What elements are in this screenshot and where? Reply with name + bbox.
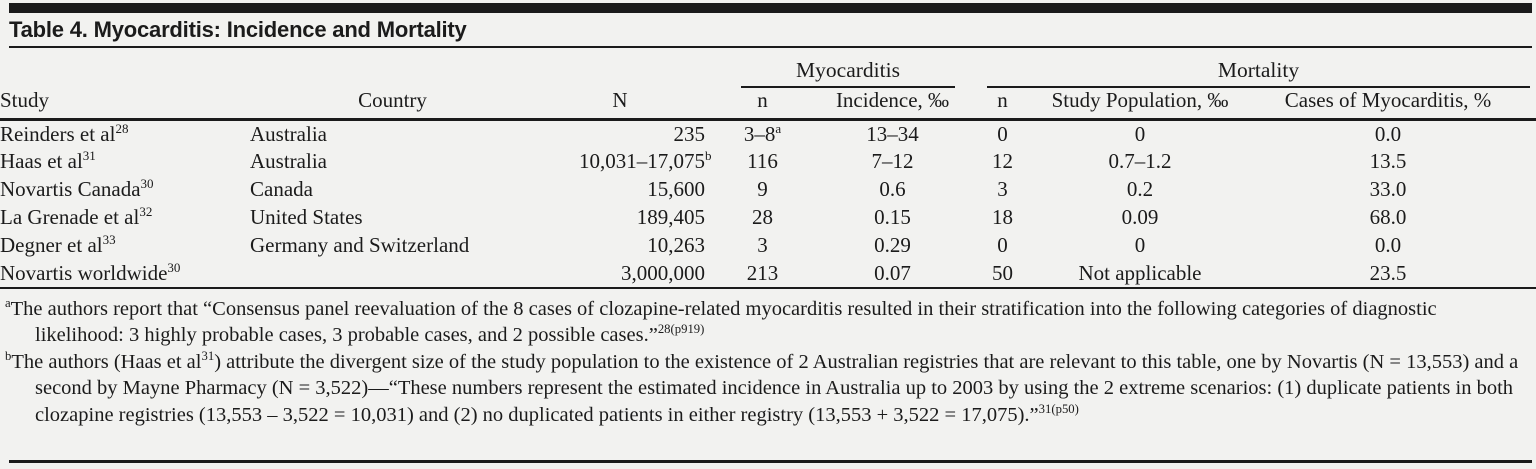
incidence-cell: 0.15 <box>874 205 911 229</box>
myocarditis-n-value: 28 <box>752 205 773 229</box>
country-cell <box>250 260 535 288</box>
col-header-cases-pct: Cases of Myocarditis, % <box>1240 88 1536 120</box>
myocarditis-n-cell <box>705 176 820 204</box>
study-name: Haas et al <box>0 149 83 173</box>
study-population-cell: 0.7–1.2 <box>1108 149 1172 173</box>
mortality-spanner <box>965 48 1536 88</box>
country-cell: Canada <box>250 177 313 201</box>
footnote-a-reference: 28(p919) <box>657 322 705 337</box>
myocarditis-spanner-label: Myocarditis <box>741 58 955 88</box>
study-name: Reinders et al <box>0 121 116 146</box>
mortality-n-cell: 18 <box>992 205 1013 229</box>
table-row <box>0 260 1536 288</box>
reference-superscript: 30 <box>167 259 181 275</box>
cases-pct-cell: 13.5 <box>1369 149 1407 173</box>
col-header-study: Study <box>0 88 250 120</box>
incidence-cell: 0.29 <box>874 233 911 257</box>
myocarditis-n-value: 116 <box>747 149 778 173</box>
myocarditis-n-cell <box>705 260 820 288</box>
study-population-cell: 0 <box>1134 121 1146 146</box>
footnote-b-marker: b <box>5 348 12 363</box>
study-name: Novartis worldwide <box>0 260 168 285</box>
footnotes-section <box>0 289 1536 429</box>
footnote-b-text-start: The authors (Haas et al <box>11 350 202 373</box>
footnote-b-text-end: ) attribute the divergent size of the study population to the existence of 2 Australian registries that are relevant to this table, one by Novartis (N = 13,553) and a second by Mayne Pharmacy (N = 3,522)—“These numbers represent the estimated incidence in Australia up to 2003 by using the 2 extreme scenarios: (1) duplicate patients in both clozapine registries (13,553 – 3,522 = 10,031) and (2) no duplicated patients in either registry (13,553 + 3,522 = 17,075).” <box>35 350 1519 426</box>
footnote-b-inline-reference: 31 <box>201 348 215 363</box>
top-rule <box>9 3 1532 13</box>
n-total-cell <box>535 176 705 204</box>
incidence-cell: 0.07 <box>820 260 965 288</box>
header-row <box>0 88 1536 120</box>
incidence-cell: 7–12 <box>871 149 914 173</box>
n-total-cell <box>535 120 705 148</box>
study-cell <box>0 260 250 288</box>
footnote-superscript: a <box>775 120 782 136</box>
cases-pct-cell: 68.0 <box>1369 205 1407 229</box>
col-header-country: Country <box>250 88 535 120</box>
myocarditis-n-cell <box>705 204 820 232</box>
reference-superscript: 33 <box>102 232 116 247</box>
study-name: Novartis Canada <box>0 177 141 201</box>
footnote-a-text: The authors report that “Consensus panel reevaluation of the 8 cases of clozapine-related myocarditis resulted in their stratification into the following categories of diagnostic likelihood: 3 highly probable cases, 3 probable cases, and 2 possible cases.” <box>10 297 1437 346</box>
study-population-cell: Not applicable <box>1040 260 1240 288</box>
n-total-cell <box>535 232 705 260</box>
n-total-cell <box>535 204 705 232</box>
country-cell: Australia <box>250 121 327 146</box>
mortality-n-cell: 12 <box>992 149 1013 173</box>
mortality-n-cell: 0 <box>997 121 1008 146</box>
study-population-cell: 0 <box>1134 233 1146 257</box>
cases-pct-cell: 23.5 <box>1240 260 1536 288</box>
bottom-rule <box>9 460 1532 463</box>
incidence-cell: 13–34 <box>866 121 919 146</box>
col-header-incidence: Incidence, ‰ <box>820 88 965 120</box>
table-row <box>0 148 1536 176</box>
myocarditis-n-cell <box>705 120 820 148</box>
study-name: La Grenade et al <box>0 205 140 229</box>
myocarditis-n-value: 213 <box>746 260 779 285</box>
reference-superscript: 32 <box>139 204 153 219</box>
spanner-row <box>0 48 1536 88</box>
study-name: Degner et al <box>0 233 103 257</box>
study-population-cell: 0.2 <box>1126 177 1154 201</box>
mortality-n-cell: 3 <box>997 177 1008 201</box>
col-header-study-population: Study Population, ‰ <box>1040 88 1240 120</box>
footnote-a-marker: a <box>5 295 11 310</box>
table-row <box>0 232 1536 260</box>
mortality-n-cell: 0 <box>997 233 1008 257</box>
table-row <box>0 204 1536 232</box>
cases-pct-cell: 33.0 <box>1369 177 1407 201</box>
col-header-mortality-n: n <box>965 88 1040 120</box>
mortality-n-cell: 50 <box>965 260 1040 288</box>
footnote-b-reference: 31(p50) <box>1038 401 1079 416</box>
study-cell <box>0 176 250 204</box>
study-cell <box>0 120 250 148</box>
n-total-value: 10,031–17,075 <box>579 149 705 173</box>
country-cell: Australia <box>250 149 327 173</box>
n-total-value: 189,405 <box>636 205 705 229</box>
cases-pct-cell: 0.0 <box>1374 233 1402 257</box>
study-population-cell: 0.09 <box>1121 205 1159 229</box>
spanner-spacer <box>0 48 705 88</box>
reference-superscript: 31 <box>82 148 96 163</box>
study-cell <box>0 232 250 260</box>
table-row <box>0 176 1536 204</box>
myocarditis-n-cell <box>705 232 820 260</box>
n-total-cell <box>535 260 705 288</box>
n-total-cell: 10,031–17,075$^b$ <box>579 148 712 173</box>
footnote-a <box>5 296 1526 349</box>
reference-superscript: 28 <box>115 120 129 136</box>
myocarditis-n-value: 3–8 <box>743 121 776 146</box>
reference-superscript: 30 <box>140 176 154 191</box>
n-total-value: 3,000,000 <box>621 260 705 285</box>
n-total-value: 15,600 <box>647 177 705 201</box>
country-cell: United States <box>250 205 363 229</box>
myocarditis-table <box>0 48 1536 289</box>
footnote-b <box>5 349 1526 429</box>
myocarditis-spanner <box>705 48 965 88</box>
n-total-value: 10,263 <box>647 233 705 257</box>
study-cell <box>0 148 250 176</box>
col-header-n-total: N <box>535 88 705 120</box>
col-header-myocarditis-n: n <box>705 88 820 120</box>
table-row <box>0 120 1536 148</box>
mortality-spanner-label: Mortality <box>987 58 1530 88</box>
study-cell <box>0 204 250 232</box>
n-total-value: 235 <box>673 121 705 146</box>
table-title: Table 4. Myocarditis: Incidence and Mortality <box>9 17 467 42</box>
country-cell: Germany and Switzerland <box>250 233 470 257</box>
incidence-cell: 0.6 <box>879 177 906 201</box>
myocarditis-n-value: 3 <box>757 233 768 257</box>
myocarditis-n-value: 9 <box>757 177 768 201</box>
myocarditis-n-cell <box>705 148 820 176</box>
cases-pct-cell: 0.0 <box>1374 121 1402 146</box>
